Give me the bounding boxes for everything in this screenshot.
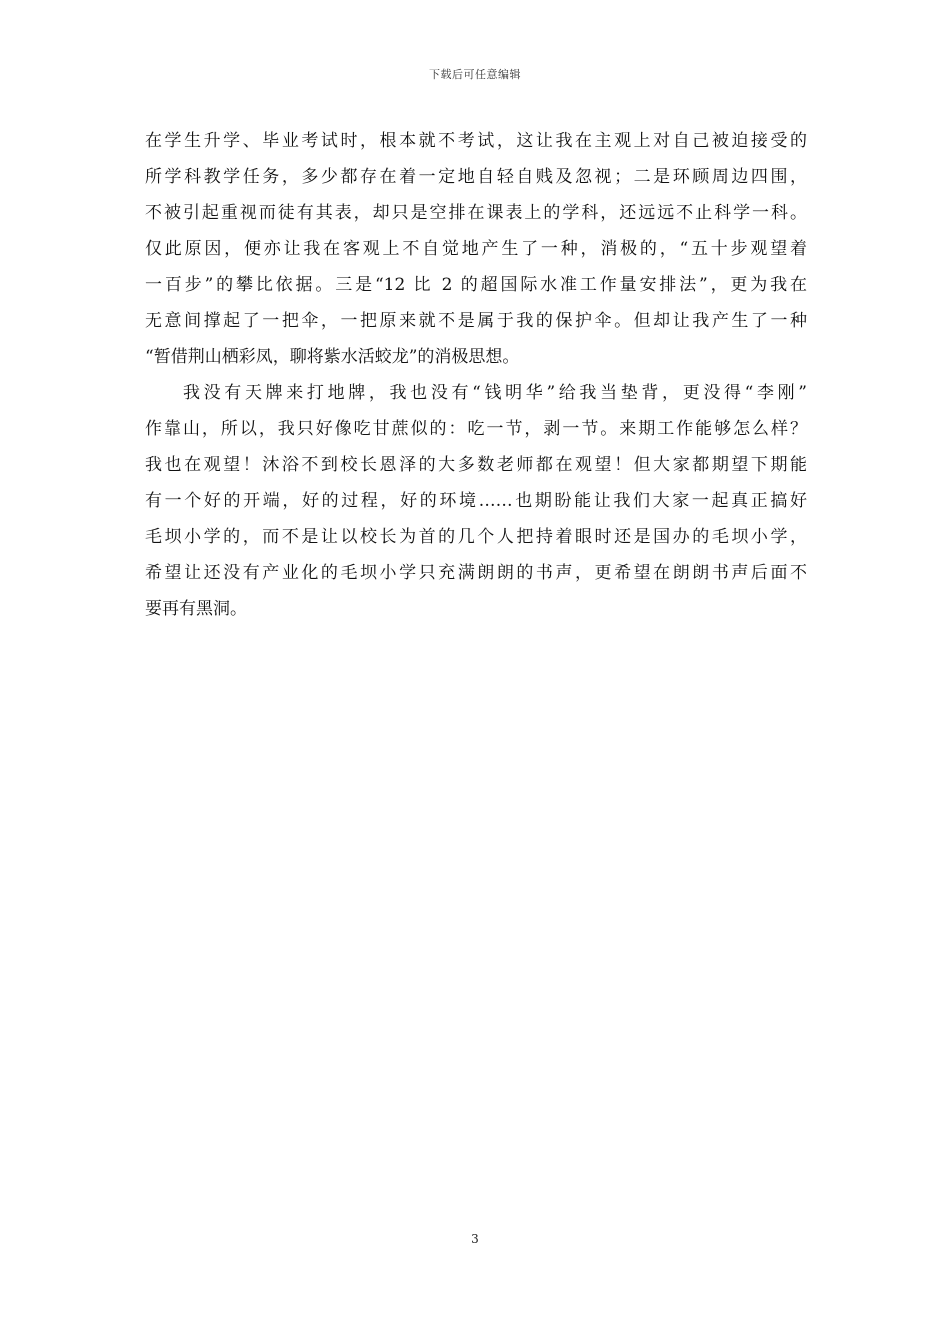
page-number: 3 [471, 1232, 479, 1246]
text-line: 一百步”的攀比依据。三是“12 比 2 的超国际水准工作量安排法”，更为我在 [145, 275, 807, 295]
text-line: 希望让还没有产业化的毛坝小学只充满朗朗的书声，更希望在朗朗书声后面不 [145, 563, 807, 583]
text-line: 仅此原因，便亦让我在客观上不自觉地产生了一种，消极的，“五十步观望着 [145, 239, 807, 259]
text-line: 无意间撑起了一把伞，一把原来就不是属于我的保护伞。但却让我产生了一种 [145, 311, 807, 331]
page-header: 下载后可任意编辑 [429, 68, 521, 81]
document-body [145, 123, 807, 627]
text-line: “暂借荆山栖彩凤，聊将紫水活蛟龙”的消极思想。 [145, 347, 520, 367]
text-line: 我没有天牌来打地牌，我也没有“钱明华”给我当垫背，更没得“李刚” [183, 383, 807, 403]
text-line: 作靠山，所以，我只好像吃甘蔗似的：吃一节，剥一节。来期工作能够怎么样？ [145, 419, 807, 439]
text-line: 我也在观望！沐浴不到校长恩泽的大多数老师都在观望！但大家都期望下期能 [145, 455, 807, 475]
text-line: 有一个好的开端，好的过程，好的环境……也期盼能让我们大家一起真正搞好 [145, 491, 807, 511]
paragraph [145, 375, 807, 627]
text-line: 在学生升学、毕业考试时，根本就不考试，这让我在主观上对自己被迫接受的 [145, 131, 807, 151]
text-line: 所学科教学任务，多少都存在着一定地自轻自贱及忽视；二是环顾周边四围， [145, 167, 807, 187]
paragraph [145, 123, 807, 375]
text-line: 不被引起重视而徒有其表，却只是空排在课表上的学科，还远远不止科学一科。 [145, 203, 807, 223]
text-line: 要再有黑洞。 [145, 599, 247, 619]
text-line: 毛坝小学的，而不是让以校长为首的几个人把持着眼时还是国办的毛坝小学， [145, 527, 807, 547]
